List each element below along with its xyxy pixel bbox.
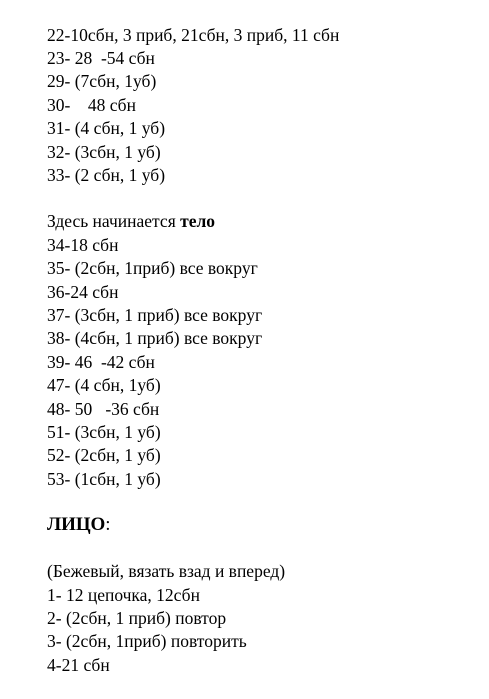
pattern-row: 47- (4 сбн, 1уб) bbox=[47, 375, 161, 395]
pattern-row: 36-24 сбн bbox=[47, 282, 119, 302]
pattern-row: 1- 12 цепочка, 12сбн bbox=[47, 585, 200, 605]
pattern-row: 53- (1сбн, 1 уб) bbox=[47, 469, 161, 489]
pattern-row: 35- (2сбн, 1приб) все вокруг bbox=[47, 258, 258, 278]
section-intro-bold: тело bbox=[180, 211, 216, 231]
pattern-row: 38- (4сбн, 1 приб) все вокруг bbox=[47, 328, 263, 348]
pattern-row: 51- (3сбн, 1 уб) bbox=[47, 422, 161, 442]
section-intro-text: Здесь начинается bbox=[47, 211, 181, 231]
section-heading-suffix: : bbox=[105, 514, 111, 535]
pattern-row: 37- (3сбн, 1 приб) все вокруг bbox=[47, 305, 263, 325]
pattern-note: (Бежевый, вязать взад и вперед) bbox=[47, 561, 286, 581]
section-heading-face bbox=[47, 513, 111, 537]
pattern-row: 32- (3сбн, 1 уб) bbox=[47, 142, 161, 162]
pattern-row: 31- (4 сбн, 1 уб) bbox=[47, 118, 166, 138]
pattern-row: 52- (2сбн, 1 уб) bbox=[47, 445, 161, 465]
section-heading-bold: ЛИЦО bbox=[47, 514, 106, 535]
pattern-row: 39- 46 -42 сбн bbox=[47, 352, 155, 372]
pattern-row: 4-21 сбн bbox=[47, 655, 110, 675]
pattern-row: 48- 50 -36 сбн bbox=[47, 399, 160, 419]
pattern-row: 34-18 сбн bbox=[47, 235, 119, 255]
pattern-row: 23- 28 -54 сбн bbox=[47, 48, 155, 68]
pattern-row: 30- 48 сбн bbox=[47, 95, 136, 115]
pattern-row: 2- (2сбн, 1 приб) повтор bbox=[47, 608, 227, 628]
pattern-row: 33- (2 сбн, 1 уб) bbox=[47, 165, 166, 185]
pattern-row: 22-10сбн, 3 приб, 21сбн, 3 приб, 11 сбн bbox=[47, 25, 340, 45]
pattern-row: 3- (2сбн, 1приб) повторить bbox=[47, 631, 247, 651]
pattern-row: 29- (7сбн, 1уб) bbox=[47, 71, 157, 91]
section-intro-body bbox=[47, 210, 215, 233]
